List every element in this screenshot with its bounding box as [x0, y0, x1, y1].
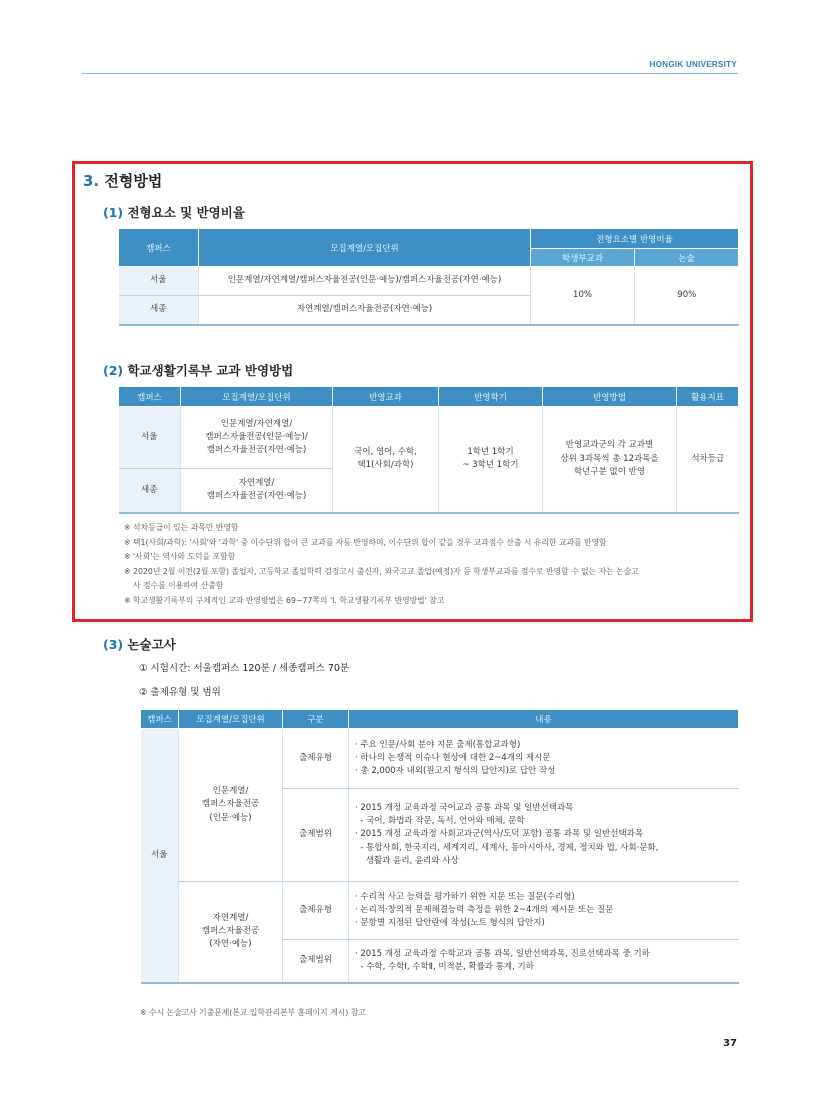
subsection-1-text: 전형요소 및 반영비율	[127, 205, 245, 220]
unit-cell: 인문계열/ 캠퍼스자율전공 (인문·예능)	[179, 729, 283, 882]
section-title	[83, 170, 162, 191]
exam-scope-heading: ② 출제유형 및 범위	[139, 687, 221, 698]
campus-cell: 서울	[119, 407, 181, 469]
table-row	[119, 267, 739, 296]
header-semesters: 반영학기	[439, 387, 543, 407]
header-campus: 캠퍼스	[141, 710, 179, 729]
header-method: 반영방법	[543, 387, 677, 407]
subsection-2-text: 학교생활기록부 교과 반영방법	[127, 363, 294, 378]
essay-ratio-cell: 90%	[635, 267, 739, 325]
header-essay: 논술	[635, 249, 739, 267]
campus-cell: 서울	[119, 267, 199, 296]
notes	[124, 521, 742, 608]
unit-cell: 자연계열/ 캠퍼스자율전공(자연·예능)	[181, 469, 333, 513]
header-content: 내용	[349, 710, 739, 729]
category-cell: 출제유형	[283, 882, 349, 940]
note-line: ※ 학교생활기록부의 구체적인 교과 반영방법은 69~77쪽의 'Ⅰ. 학교생활기록부 반영방법' 참고	[124, 595, 445, 605]
header-campus: 캠퍼스	[119, 387, 181, 407]
header-category: 구분	[283, 710, 349, 729]
header-unit: 모집계열/모집단위	[179, 710, 283, 729]
campus-cell: 서울	[141, 729, 179, 983]
header-subjects: 반영교과	[333, 387, 439, 407]
category-cell: 출제범위	[283, 789, 349, 882]
category-cell: 출제유형	[283, 729, 349, 789]
footnote: ※ 수시 논술고사 기출문제(본교 입학관리본부 홈페이지 게시) 참고	[140, 1008, 366, 1017]
subjects-cell: 국어, 영어, 수학, 택1(사회/과학)	[333, 407, 439, 513]
table-row	[141, 882, 739, 940]
indicator-cell: 석차등급	[677, 407, 739, 513]
content-cell: · 2015 개정 교육과정 수학교과 공통 과목, 일반선택과목, 진로선택과목 중 기하 - 수학, 수학Ⅰ, 수학Ⅱ, 미적분, 확률과 통계, 기하	[349, 940, 739, 983]
note-line: 사 점수를 이용하여 산출함	[133, 581, 224, 590]
header-indicator: 활용지표	[677, 387, 739, 407]
header-unit: 모집계열/모집단위	[199, 229, 531, 267]
campus-cell: 세종	[119, 469, 181, 513]
header-ratio: 전형요소별 반영비율	[531, 229, 739, 249]
semesters-cell: 1학년 1학기 ~ 3학년 1학기	[439, 407, 543, 513]
subsection-2-title	[103, 361, 293, 379]
subsection-1-number: (1)	[103, 205, 124, 220]
essay-table	[140, 709, 739, 984]
category-cell: 출제범위	[283, 940, 349, 983]
subsection-3-number: (3)	[103, 637, 124, 652]
subsection-2-number: (2)	[103, 363, 124, 378]
unit-cell: 자연계열/캠퍼스자율전공(자연·예능)	[199, 296, 531, 325]
page-number: 37	[723, 1038, 737, 1049]
subsection-3-title	[103, 635, 176, 653]
method-cell: 반영교과군의 각 교과별 상위 3과목씩 총 12과목을 학년구분 없이 반영	[543, 407, 677, 513]
exam-time: ① 시험시간: 서울캠퍼스 120분 / 세종캠퍼스 70분	[139, 663, 350, 674]
unit-cell: 자연계열/ 캠퍼스자율전공 (자연·예능)	[179, 882, 283, 983]
note-line: ※ 택1(사회/과학): '사회'와 '과학' 중 이수단위 합이 큰 교과를 자동 반영하며, 이수단위 합이 같을 경우 교과점수 산출 시 유리한 교과를 반영함	[124, 537, 607, 547]
content-cell: · 주요 인문/사회 분야 지문 출제(통합교과형) · 하나의 논쟁적 이슈나 현상에 대한 2~4개의 제시문 · 총 2,000자 내외(원고지 형식의 답안지)로 답안 작성	[349, 729, 739, 789]
header-unit: 모집계열/모집단위	[181, 387, 333, 407]
header-rule	[82, 73, 738, 74]
ratio-table	[118, 228, 739, 326]
content-cell: · 수리적 사고 능력을 평가하기 위한 지문 또는 질문(수리형) · 논리적·창의적 문제해결능력 측정을 위한 2~4개의 제시문 또는 질문 · 문항별 지정된 답안란에 작성(노트 형식의 답안지)	[349, 882, 739, 940]
section-number: 3.	[83, 172, 100, 190]
school-ratio-cell: 10%	[531, 267, 635, 325]
unit-cell: 인문계열/자연계열/ 캠퍼스자율전공(인문·예능)/ 캠퍼스자율전공(자연·예능)	[181, 407, 333, 469]
note-line: ※ 석차등급이 있는 과목만 반영함	[124, 523, 239, 532]
table-row	[119, 407, 739, 469]
header-campus: 캠퍼스	[119, 229, 199, 267]
university-name: HONGIK UNIVERSITY	[649, 60, 737, 69]
campus-cell: 세종	[119, 296, 199, 325]
unit-cell: 인문계열/자연계열/캠퍼스자율전공(인문·예능)/캠퍼스자율전공(자연·예능)	[199, 267, 531, 296]
subsection-3-text: 논술고사	[127, 637, 176, 652]
school-record-table	[118, 386, 739, 514]
content-cell: · 2015 개정 교육과정 국어교과 공통 과목 및 일반선택과목 - 국어, 화법과 작문, 독서, 언어와 매체, 문학 · 2015 개정 교육과정 사회교과군(역사/도덕 포함) 공통 과목 및 일반선택과목 - 통합사회, 한국지리, 세계지리, 세계사, 동아시아사, 경제, 정치와 법, 사회·문화, 생활과 윤리, 윤리와 사상	[349, 789, 739, 882]
table-row	[141, 729, 739, 789]
note-line: ※ 2020년 2월 이전(2월 포함) 졸업자, 고등학교 졸업학력 검정고시 출신자, 외국고교 졸업(예정)자 등 학생부교과를 점수로 반영할 수 없는 자는 논술고	[124, 566, 639, 576]
subsection-1-title	[103, 203, 245, 221]
note-line: ※ '사회'는 역사와 도덕을 포함함	[124, 552, 236, 561]
header-school-record: 학생부교과	[531, 249, 635, 267]
section-title-text: 전형방법	[104, 172, 163, 190]
